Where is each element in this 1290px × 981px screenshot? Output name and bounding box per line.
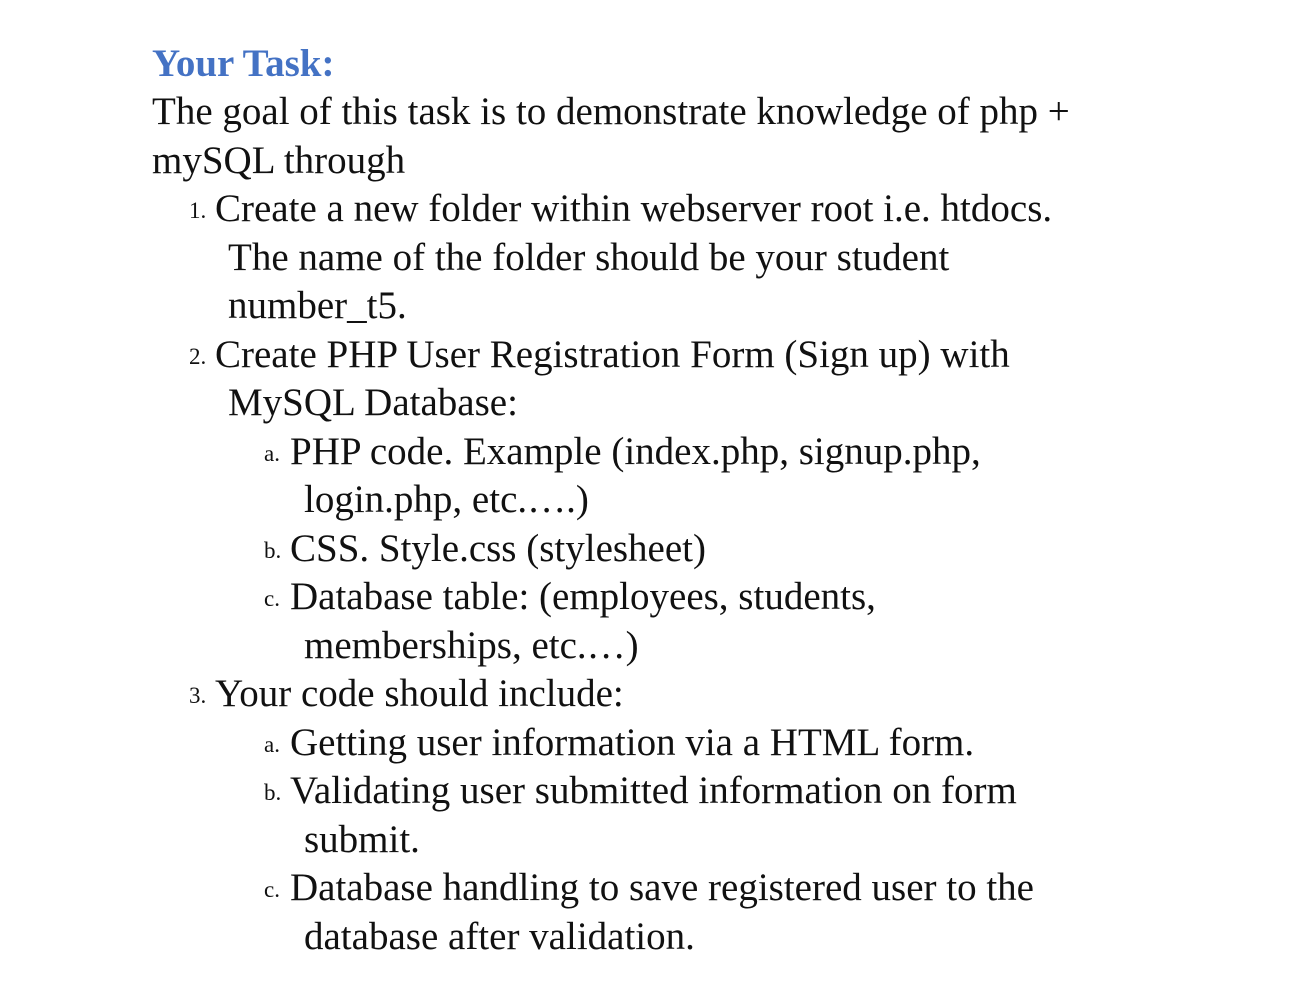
substep-marker: c. (264, 586, 280, 611)
step-3 (152, 670, 1128, 719)
substep-text-continued: submit. (304, 817, 420, 861)
step-text: Your code should include: (215, 672, 624, 715)
substep-marker: c. (264, 877, 280, 902)
substep-text: Database table: (employees, students, (290, 575, 876, 618)
task-heading: Your Task: (152, 42, 335, 85)
intro-line: The goal of this task is to demonstrate knowledge of php + (152, 90, 1070, 133)
substep-marker: a. (264, 440, 280, 466)
substep-marker: a. (264, 731, 280, 757)
step-2 (152, 331, 1128, 428)
substep-text: Validating user submitted information on form (290, 769, 1017, 812)
substep-3a (152, 719, 1134, 768)
substep-text: Database handling to save registered user to the (290, 866, 1034, 909)
substep-2a (152, 428, 1134, 525)
intro-line: mySQL through (152, 138, 406, 182)
step-text-continued: number_t5. (228, 284, 407, 327)
step-text: Create a new folder within webserver root i.e. htdocs. (215, 187, 1053, 230)
step-text-continued: MySQL Database: (228, 381, 518, 424)
substep-3c (152, 864, 1134, 961)
substep-text: PHP code. Example (index.php, signup.php, (290, 429, 981, 473)
substep-marker: b. (264, 537, 282, 563)
step-1 (152, 185, 1128, 331)
step-text-continued: The name of the folder should be your student (228, 235, 950, 279)
substep-marker: b. (264, 780, 282, 805)
task-document (152, 40, 1252, 961)
step-marker: 2. (189, 343, 207, 369)
substep-text-continued: memberships, etc.…) (304, 623, 639, 667)
intro-paragraph (152, 88, 1252, 185)
substep-text-continued: database after validation. (304, 914, 695, 958)
step-marker: 1. (189, 198, 207, 223)
step-marker: 3. (189, 683, 207, 708)
substep-text: Getting user information via a HTML form. (290, 720, 975, 764)
substep-2b (152, 525, 1134, 574)
substep-3b (152, 767, 1134, 864)
step-text: Create PHP User Registration Form (Sign up) with (215, 332, 1010, 376)
substep-text-continued: login.php, etc.….) (304, 478, 589, 521)
substep-text: CSS. Style.css (stylesheet) (290, 526, 706, 570)
substep-2c (152, 573, 1134, 670)
